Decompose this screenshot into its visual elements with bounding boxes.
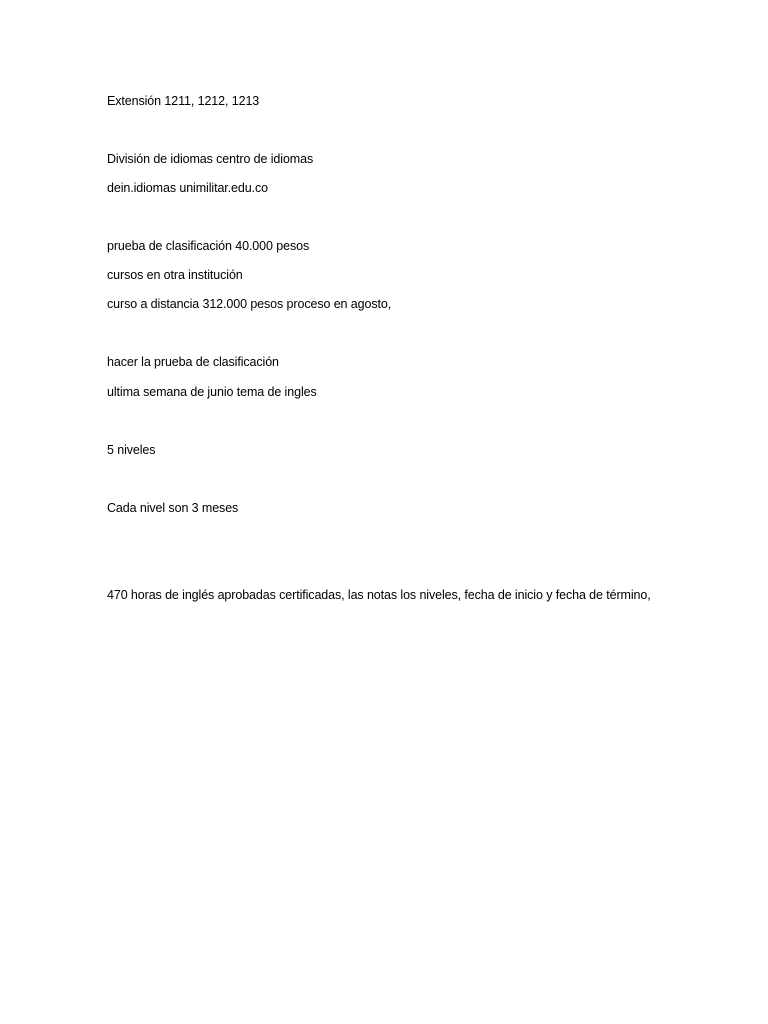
hours-certified-line: 470 horas de inglés aprobadas certificadas, las notas los niveles, fecha de inicio y fecha de término,: [107, 588, 651, 602]
email-line: dein.idiomas unimilitar.edu.co: [107, 181, 268, 195]
levels-line: 5 niveles: [107, 443, 156, 457]
distance-course-line: curso a distancia 312.000 pesos proceso en agosto,: [107, 297, 392, 311]
placement-test-price-line: prueba de clasificación 40.000 pesos: [107, 239, 310, 253]
take-test-line: hacer la prueba de clasificación: [107, 355, 279, 369]
level-duration-line: Cada nivel son 3 meses: [107, 501, 239, 515]
extension-line: Extensión 1211, 1212, 1213: [107, 94, 260, 108]
other-institution-line: cursos en otra institución: [107, 268, 243, 282]
last-week-june-line: ultima semana de junio tema de ingles: [107, 385, 317, 399]
division-line: División de idiomas centro de idiomas: [107, 152, 314, 166]
